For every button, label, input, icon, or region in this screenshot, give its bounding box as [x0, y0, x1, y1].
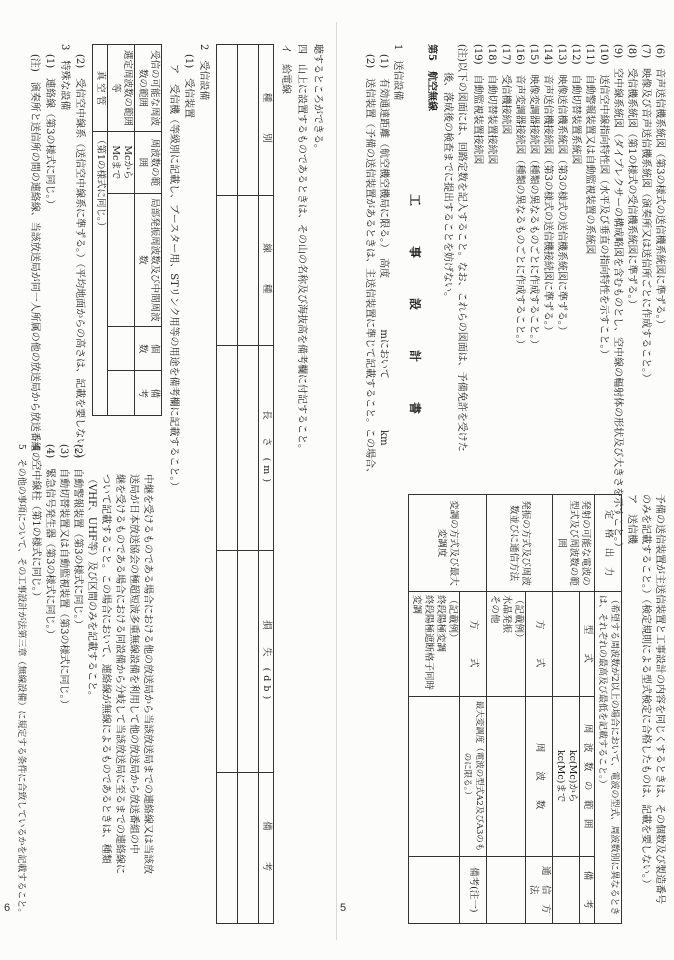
table-row [217, 45, 238, 924]
section-2-1: (1) 受信装置 [183, 54, 194, 119]
document-title: 工 事 設 計 書 [408, 194, 422, 429]
receiver-range [108, 132, 135, 194]
section-3-1: (1) 連絡線（第3の様式に同じ。） [44, 54, 55, 210]
receiver-col-1: 受信の可能な周波数の範囲 [135, 45, 162, 132]
distance-unit: km [378, 430, 389, 446]
tube-label-3: 管 [95, 95, 106, 106]
altitude-unit: mにおいて [378, 329, 389, 379]
range-to: Mcまで [110, 145, 121, 180]
tx-row-oscillation-label: 発振の方式及び周波数並びに通信方法 [487, 495, 553, 592]
tx-row-emission-label: 発射の可能な電波の型式及び周波数の範囲 [553, 495, 595, 592]
item-10: (10) 送信空中線指向特性図（水平及び垂直の指向特性を示すこと。） [598, 44, 609, 360]
receiver-col-3: 局部発振周波数及び中間周波数 [135, 193, 162, 326]
note-line-4: 継を受けるものである場合における同設備から分岐して当該放送局に至るまでの連絡線に [114, 474, 125, 874]
tx-freq-range [553, 696, 580, 856]
section-5: 5 その他の事項について、その工事設計が法第三章（無線設備）に規定する条件に合致しているかを記載すること。 [16, 444, 26, 918]
item-6: (6) 音声送信機系統図（第3の様式の送信機系統図に準ずる。） [654, 44, 665, 330]
item-16: (16) 音声変調器接続図（種類の異なるものごとに作成すること。） [514, 44, 525, 350]
tx-section-1-2-a: ア 送信機 [626, 494, 637, 544]
item-19: (19) 自動監視装置接続図 [472, 44, 483, 165]
tx-col-type: 型 式 [580, 592, 595, 697]
item-13: (13) 映像送信機系統図（第3の様式の送信機系統図に準ずる。） [556, 44, 567, 336]
left-page [8, 24, 326, 934]
right-page [350, 24, 668, 934]
tx-mod-example-3: 終段陽極遮断格子同時変調 [411, 595, 434, 691]
note-line-5: ついて記載すること。この場合において、連絡線が無線によるものであるときは、種類 [100, 474, 111, 864]
note-line-1: (注) 演奏所と送信所の間の連絡線、当該放送局が同一人所属の他の放送局から放送番組の [29, 54, 40, 462]
section-3-4: (4) 緊急信号発生器（第3の様式に同じ。） [44, 444, 55, 640]
note-line-3: 送局が日本放送協会の極超短波多重無線設備を利用して他の放送局から放送番組の中 [128, 474, 139, 854]
page-number-right: 5 [340, 902, 347, 914]
tx-row-modulation-label: 変調の方式及び最大変調度 [409, 495, 487, 592]
tx-osc-frequency: 周 波 数 [526, 696, 553, 856]
effective-range-label: (1) 有効通達距離（航空機空機局に限る。） 高度 [378, 54, 389, 279]
note-bottom-1: (注)以下の図面には、回路定数を記入すること。なお、これらの図面は、予備免許を受けた [456, 44, 467, 452]
tube-label [93, 45, 108, 132]
receiver-row-label: 選定周波数の範囲等 [108, 45, 135, 132]
tx-col-freq-range: 周 波 数 の 範 囲 [580, 696, 595, 856]
item-8: (8) 受信機系統図（第1の様式の受信機系統図に準ずる。） [626, 44, 637, 310]
section-3-2: (2) 自動警報装置（第3の様式に同じ。） [72, 444, 83, 630]
tx-note: （希望する周波数が2以上の場合において、電波の型式、周波数別に異なるときは、それぞれの最高及び最低を記載すること。） [595, 592, 622, 924]
tx-mod-example-1: （記載例） [447, 595, 458, 643]
tx-mod-depth: 最大変調度（電波の型式A2及びA3のものに限る。） [460, 696, 487, 856]
tube-label-1: 真 [95, 70, 106, 81]
para-top: 聴するところができる。 [312, 44, 323, 154]
tx-mod-example [409, 592, 460, 697]
receiver-col-2: 周波数の範囲 [135, 132, 162, 194]
note-line-2: 中継を受けるものである場合における他の放送局から当該放送局までの連絡線又は当該放 [142, 474, 153, 874]
receiver-table [92, 44, 162, 416]
para-4: 四 山上に設置するものであるときは、その山の名称及び海抜高を備考欄に付記すること。 [296, 44, 307, 454]
section-3: 3 特殊な設備 [59, 44, 70, 111]
item-15: (15) 映像変調器接続図（種類の異なるものごとに作成すること。） [528, 44, 539, 350]
note-line-6: （VHF、UHF等）及び区間のみを記載すること。 [86, 474, 97, 701]
tx-osc-example-3: その他 [489, 595, 500, 624]
tx-section-1-2-b: 予備の送信装置が主送信装置と工事設計の内容を同じくするときは、その個数及び製造番号 [654, 494, 665, 904]
tx-section-1: 1 送信設備 [392, 44, 403, 101]
feeder-col-line: 線 種 [259, 195, 274, 346]
item-14: (14) 音声送信機接続図（第3の様式の送信機接続図に準ずる。） [542, 44, 553, 336]
page-number-left: 6 [4, 902, 11, 914]
feeder-col-type: 種 別 [259, 45, 274, 196]
section-2-1-a: ア 受信機（等級別に記載し、ブースター用、STリンク用等の用途を備考欄に記載すること。） [168, 64, 179, 492]
transmitter-table [408, 494, 622, 924]
tx-osc-example-2: 水晶発振 [501, 595, 512, 634]
tx-section-1-2-c: のみを記載すること。）（検定規則による型式検定に合格したものは、記載を要しない。） [640, 494, 651, 889]
feeder-col-remarks: 備 考 [259, 773, 274, 924]
tx-osc-comm: 通 信 方 法 [526, 856, 553, 923]
item-17: (17) 受信機接続図 [500, 44, 511, 135]
section-4: 4 空中線柱（第1の様式に同じ。） [30, 444, 41, 602]
item-7: (7) 映像及び音声送信機系統図（演奏所又は送信所ごとに作成すること。） [640, 44, 651, 384]
tx-col-rated-output: 定 格 出 力 [595, 495, 622, 592]
note-bottom-2: 後、落成後の検査までに提出することを妨げない。 [442, 72, 453, 302]
tube-label-2: 空 [95, 83, 106, 93]
tube-note: （第1の様式に同じ。） [93, 132, 108, 416]
receiver-col-4: 個 数 [135, 326, 162, 370]
item-12: (12) 自動切替装置系統図 [570, 44, 581, 165]
tx-mod-remarks: 備考(注一) [460, 856, 487, 923]
section-2-2: (2) 受信空中線系（送信空中線系に準ずる。）（平均地面からの高さは、記載を要しない。） [74, 54, 85, 464]
section-5-title: 第5 航空無線 [426, 44, 437, 111]
section-3-3: (3) 自動切替装置又は自動監視装置（第3の様式に同じ。） [58, 444, 69, 710]
tx-osc-method: 方 式 [526, 592, 553, 697]
receiver-col-5: 備 考 [135, 371, 162, 416]
item-18: (18) 自動切替装置接続図 [486, 44, 497, 165]
tx-osc-example-1: （記載例） [513, 595, 524, 643]
tx-col-remarks: 備 考 [580, 856, 595, 923]
tx-osc-example [487, 592, 526, 697]
tx-mod-method: 方 式 [460, 592, 487, 697]
item-9: (9) 空中線系統図（ダイプレクサーの構成略図を含むものとし、空中線の輻射体の形状及び大きさを示すこと。） [612, 44, 623, 553]
heading-feeder: イ 給電線 [280, 44, 291, 94]
tx-range-from: kc(Mc)から [567, 749, 578, 803]
range-from: Mcから [122, 145, 133, 180]
feeder-col-length: 長 さ (m) [259, 346, 274, 551]
section-2: 2 受信設備 [198, 44, 209, 101]
feeder-table [216, 44, 274, 924]
tx-section-1-1 [376, 54, 391, 446]
tx-mod-example-2: 終段陽極変調 [435, 595, 446, 653]
tx-section-1-2: (2) 送信装置（予備の送信装置があるときは、主送信装置に準じて記載すること。この場合、 [364, 54, 375, 479]
page-gutter [336, 22, 337, 940]
item-11: (11) 自動警報装置又は自動監視装置の系統図 [584, 44, 595, 255]
feeder-col-loss: 損 失 (db) [259, 550, 274, 772]
tx-range-to: kc(Mc)まで [555, 749, 566, 803]
table-row [238, 45, 259, 924]
